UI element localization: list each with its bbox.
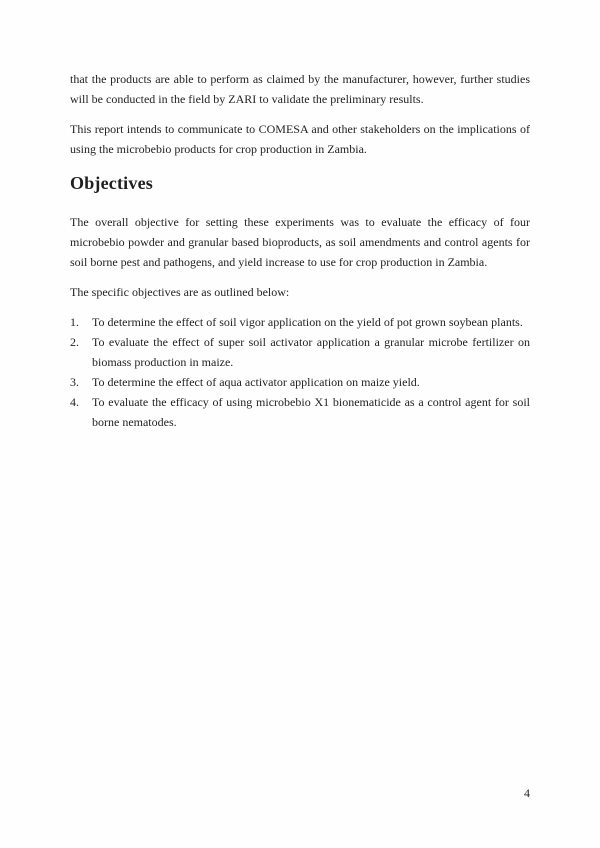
text-line: borne nematodes. — [92, 415, 177, 429]
section-heading: Objectives — [70, 173, 153, 193]
paragraph — [70, 69, 530, 109]
list-item — [70, 332, 530, 372]
list-item — [70, 372, 530, 392]
objectives-list — [70, 312, 530, 432]
text-line: microbebio powder and granular based bioproducts, as soil amendments and control agents for — [70, 235, 530, 249]
list-item-text — [92, 392, 530, 432]
text-line: using the microbebio products for crop production in Zambia. — [70, 142, 367, 156]
list-item-text — [92, 372, 530, 392]
list-item — [70, 312, 530, 332]
list-item-text — [92, 332, 530, 372]
paragraph — [70, 282, 530, 302]
list-item-number: 2. — [70, 335, 79, 349]
text-line: To evaluate the effect of super soil activator application a granular microbe fertilizer on — [92, 335, 530, 349]
text-line: will be conducted in the field by ZARI to validate the preliminary results. — [70, 92, 424, 106]
text-line: This report intends to communicate to COMESA and other stakeholders on the implications of — [70, 122, 530, 136]
text-line: that the products are able to perform as claimed by the manufacturer, however, further studies — [70, 72, 530, 86]
text-line: biomass production in maize. — [92, 355, 234, 369]
list-item-number: 1. — [70, 315, 79, 329]
list-item-number: 3. — [70, 375, 79, 389]
text-line: The overall objective for setting these experiments was to evaluate the efficacy of four — [70, 215, 530, 229]
text-line: To determine the effect of aqua activator application on maize yield. — [92, 375, 420, 389]
document-content — [70, 69, 530, 432]
text-line: To evaluate the efficacy of using microbebio X1 bionematicide as a control agent for soil — [92, 395, 530, 409]
text-line: soil borne pest and pathogens, and yield increase to use for crop production in Zambia. — [70, 255, 488, 269]
list-item-number: 4. — [70, 395, 79, 409]
text-line: The specific objectives are as outlined below: — [70, 285, 290, 299]
list-item — [70, 392, 530, 432]
page-number: 4 — [524, 786, 530, 800]
paragraph — [70, 119, 530, 159]
text-line: To determine the effect of soil vigor application on the yield of pot grown soybean plants. — [92, 315, 523, 329]
paragraph — [70, 212, 530, 272]
list-item-text — [92, 312, 530, 332]
